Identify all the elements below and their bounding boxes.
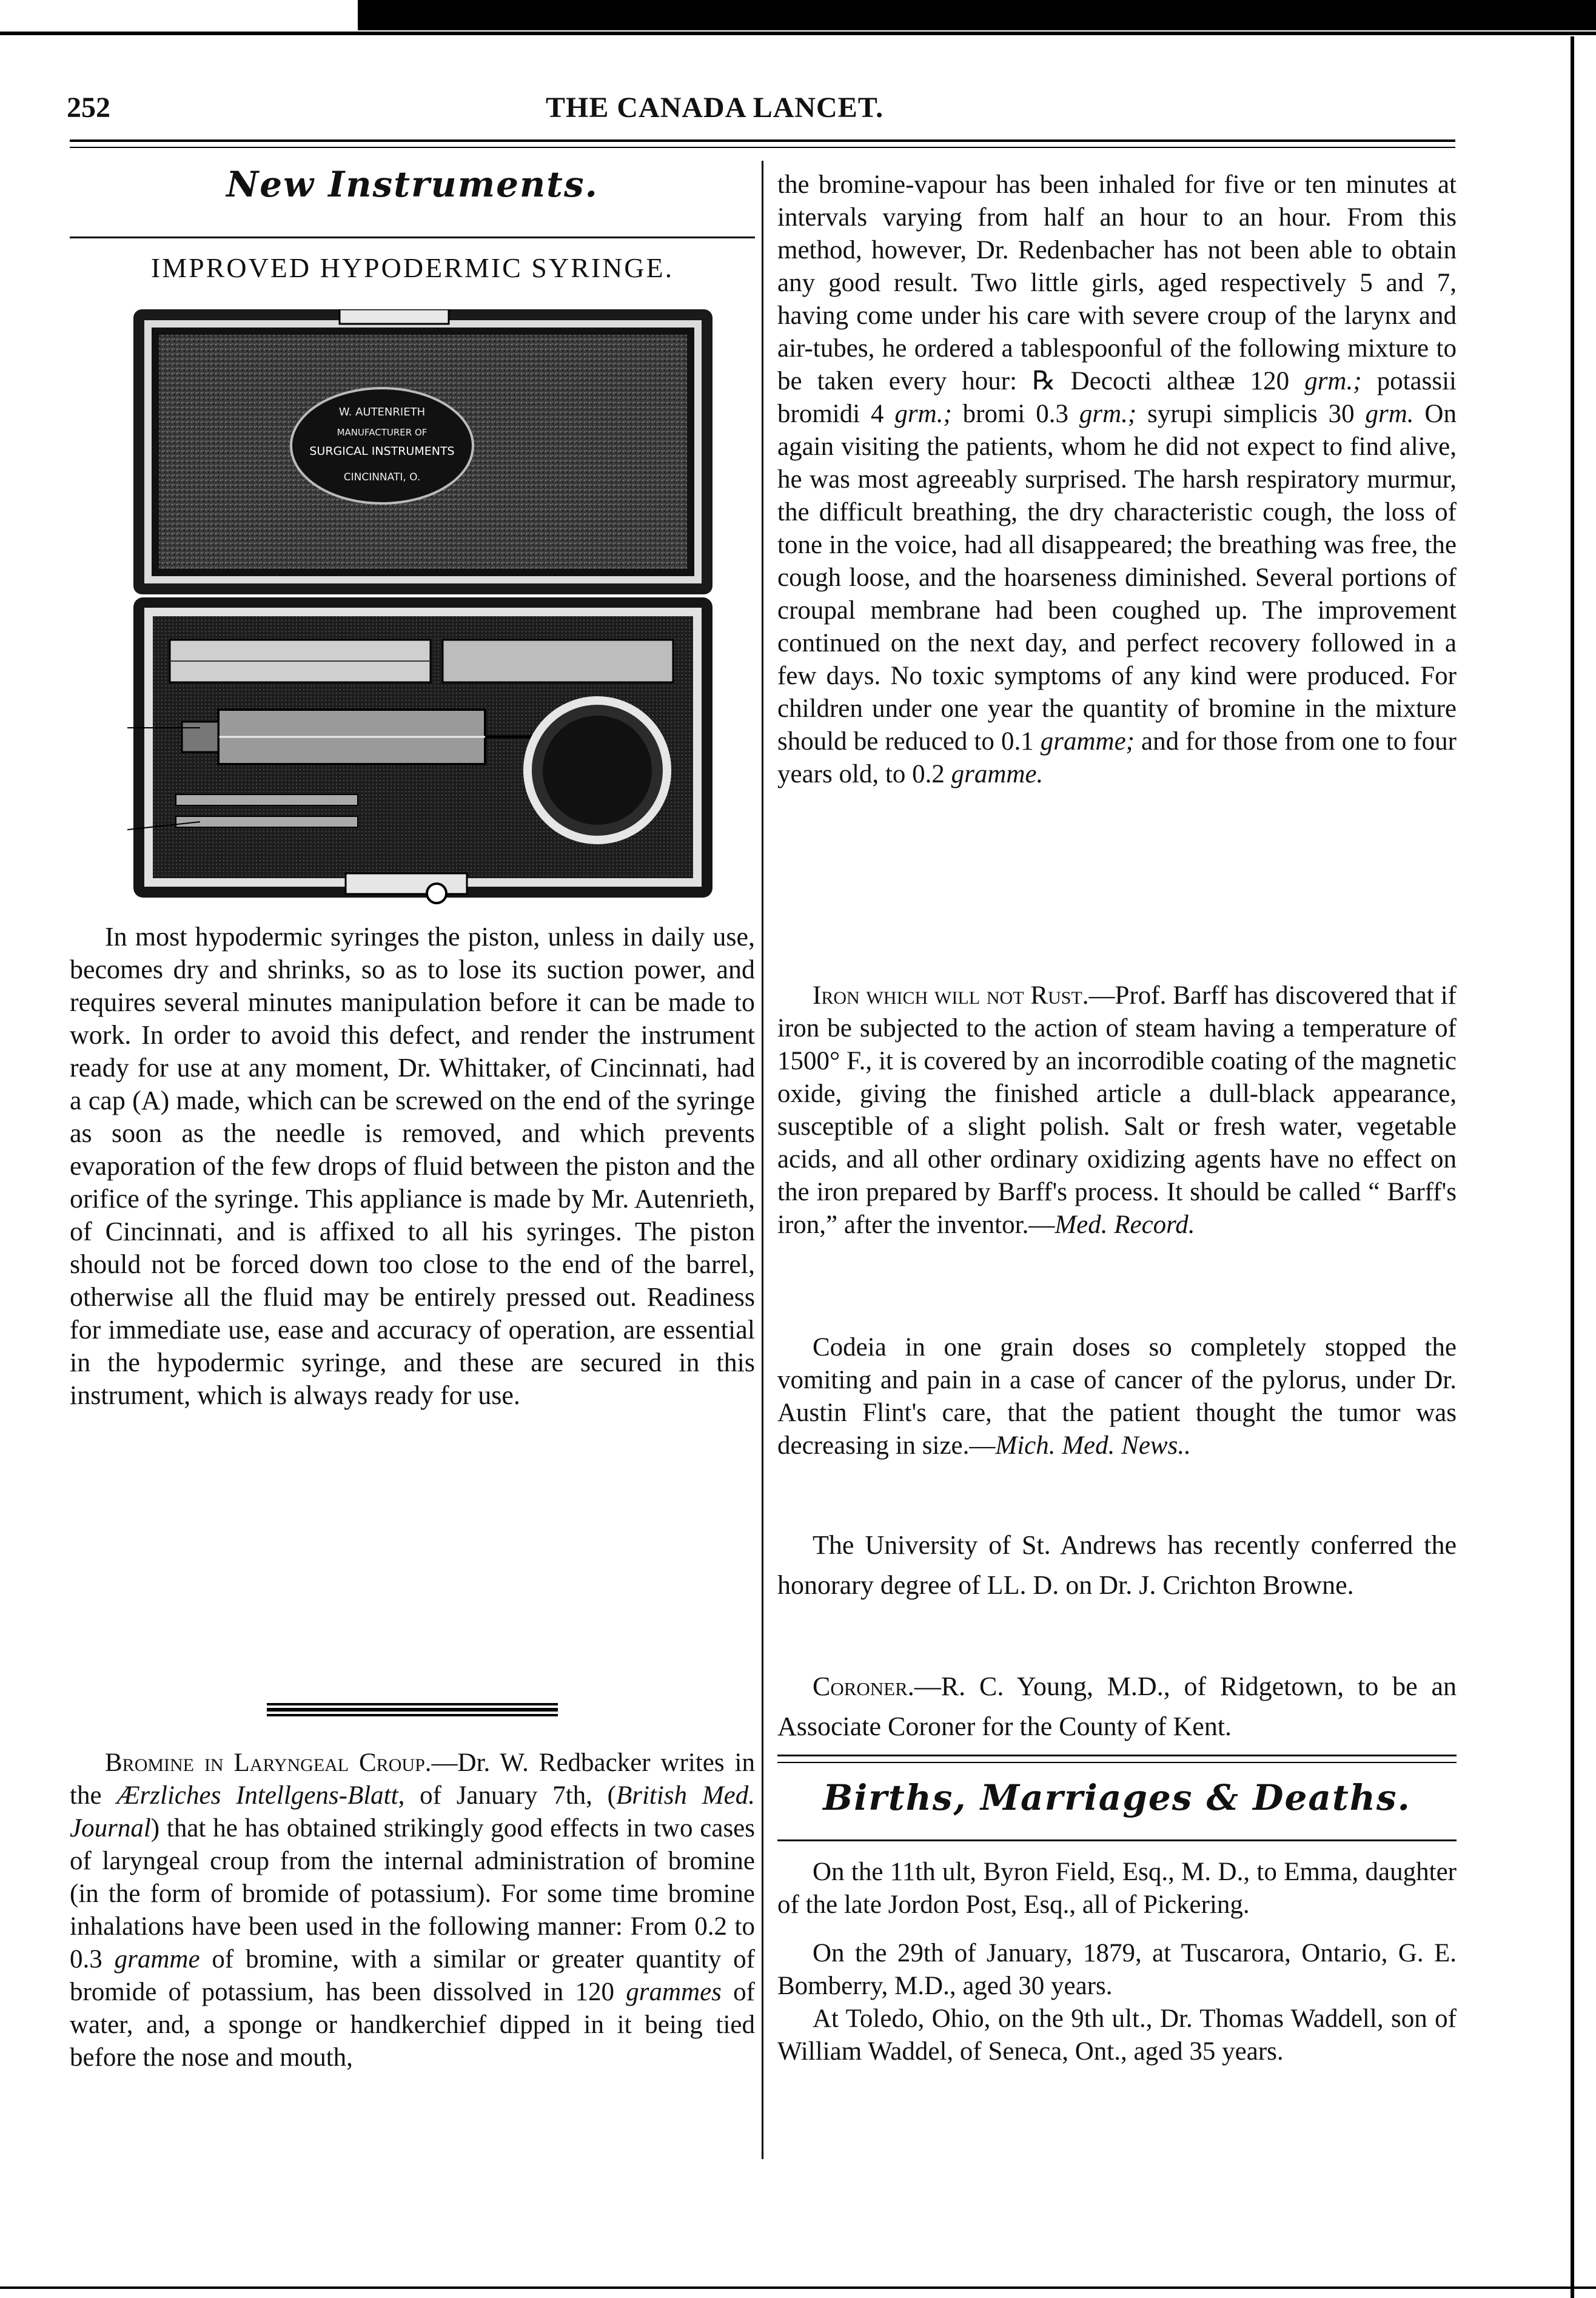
plate-line-1: W. AUTENRIETH bbox=[338, 406, 426, 418]
scan-border-top bbox=[358, 0, 1596, 30]
iron-article: Iron which will not Rust.—Prof. Barff has discovered that if iron be subjected to the action of steam having a temperature of 1500° F., it is covered by an incorrodible coating of the magnetic oxide, giving the finished article a dull-black appearance, susceptible of a slight polish. Salt or fresh water, vegetable acids, and all other ordinary oxidizing agents have no effect on the iron prepared by Barff's process. It should be called “ Barff's iron,” after the inventor.—Med. Record. bbox=[777, 981, 1457, 1239]
st-andrews-notice: The University of St. Andrews has recently conferred the honorary degree of LL. D. on Dr. J. Crichton Browne. bbox=[777, 1530, 1457, 1600]
scan-border-right bbox=[1571, 36, 1574, 2298]
bromine-article-continued: the bromine-vapour has been inhaled for five or ten minutes at intervals varying from half an hour to an hour. From this method, however, Dr. Redenbacher has not been able to obtain any good result. Two little girls, aged respectively 5 and 7, having come under his care with severe croup of the larynx and air-tubes, he ordered a tablespoonful of the following mixture to be taken every hour: ℞ Decocti altheæ 120 grm.; potassii bromidi 4 grm.; bromi 0.3 grm.; syrupi simplicis 30 grm. On again visiting the patients, whom he did not expect to find alive, he was most agreeably surprised. The harsh respiratory murmur, the difficult breathing, the dry characteristic cough, the loss of tone in the voice, had all disappeared; the breathing was free, the cough loose, and the hoarseness diminished. Several portions of croupal membrane had been coughed up. The improvement continued on the next day, and perfect recovery followed in a few days. No toxic symptoms of any kind were produced. For children under one year the quantity of bromine in the mixture should be reduced to 0.1 gramme; and for those from one to four years old, to 0.2 gramme. bbox=[777, 170, 1457, 788]
notice-item: On the 29th of January, 1879, at Tuscarora, Ontario, G. E. Bomberry, M.D., aged 30 years. bbox=[777, 1939, 1457, 2000]
header-rule-thin bbox=[70, 147, 1455, 148]
section-rule-thin bbox=[777, 1762, 1457, 1763]
coroner-notice: Coroner.—R. C. Young, M.D., of Ridgetown, to be an Associate Coroner for the County of Kent. bbox=[777, 1671, 1457, 1741]
plate-line-3: SURGICAL INSTRUMENTS bbox=[309, 445, 455, 458]
iron-heading: Iron which will not Rust. bbox=[813, 981, 1089, 1010]
journal-name: Ærzliches Intellgens-Blatt bbox=[116, 1781, 398, 1810]
plate-line-4: CINCINNATI, O. bbox=[343, 471, 421, 483]
bromine-heading: Bromine in Laryngeal Croup. bbox=[105, 1749, 432, 1777]
article-title-syringe: IMPROVED HYPODERMIC SYRINGE. bbox=[150, 252, 674, 283]
notices-list bbox=[777, 1856, 1457, 2068]
column-divider bbox=[762, 161, 763, 2159]
vial-tube bbox=[443, 640, 673, 682]
section-heading-rule bbox=[70, 237, 755, 238]
section-heading-births-marriages-deaths: Births, Marriages & Deaths. bbox=[823, 1777, 1411, 1818]
page-number: 252 bbox=[67, 92, 110, 124]
running-head: THE CANADA LANCET. bbox=[546, 92, 884, 124]
syringe-paragraph: In most hypodermic syringes the piston, unless in daily use, becomes dry and shrinks, so as to lose its suction power, and requires several minutes manipulation before it can be made to work. In order to avoid this defect, and render the instrument ready for use at any moment, Dr. Whittaker, of Cincinnati, had a cap (A) made, which can be screwed on the end of the syringe as soon as the needle is removed, and which prevents evaporation of the few drops of fluid between the piston and the orifice of the syringe. This appliance is made by Mr. Autenrieth, of Cincinnati, and is affixed to all his syringes. The piston should not be forced down too close to the end of the barrel, otherwise all the fluid may be entirely pressed out. Readiness for immediate use, ease and accuracy of operation, are essential in the hypodermic syringe, and these are secured in this instrument, which is always ready for use. bbox=[70, 922, 755, 1410]
section-rule bbox=[777, 1755, 1457, 1756]
codeia-article: Codeia in one grain doses so completely stopped the vomiting and pain in a case of cancer of the pylorus, under Dr. Austin Flint's care, that the patient thought the tumor was decreasing in size.—Mich. Med. News.. bbox=[777, 1333, 1457, 1460]
syringe-article-body bbox=[70, 921, 755, 1412]
source-citation: Med. Record. bbox=[1054, 1211, 1195, 1239]
notice-item: On the 11th ult, Byron Field, Esq., M. D., to Emma, daughter of the late Jordon Post, Esq., all of Pickering. bbox=[777, 1858, 1457, 1919]
scan-border-bottom bbox=[0, 2286, 1596, 2289]
section-heading-rule bbox=[777, 1839, 1457, 1841]
case-clasp bbox=[346, 873, 467, 894]
section-heading-new-instruments: New Instruments. bbox=[226, 164, 598, 205]
coroner-heading: Coroner. bbox=[813, 1671, 914, 1701]
notice-item: At Toledo, Ohio, on the 9th ult., Dr. Thomas Waddell, son of William Waddel, of Seneca, Ont., aged 35 years. bbox=[777, 2004, 1457, 2066]
journal-name: British Med. Journal bbox=[70, 1781, 755, 1843]
plate-line-2: MANUFACTURER OF bbox=[337, 427, 428, 438]
bromine-article-start: Bromine in Laryngeal Croup.—Dr. W. Redbacker writes in the Ærzliches Intellgens-Blatt, of January 7th, (British Med. Journal) that he has obtained strikingly good effects in two cases of laryngeal croup from the internal administration of bromine (in the form of bromide of potassium). For some time bromine inhalations have been used in the following manner: From 0.2 to 0.3 gramme of bromine, with a similar or greater quantity of bromide of potassium, has been dissolved in 120 grammes of water, and, a sponge or handkerchief dipped in it being tied before the nose and mouth, bbox=[70, 1749, 755, 2072]
source-citation: Mich. Med. News.. bbox=[995, 1431, 1191, 1460]
scan-border-top-thin bbox=[0, 32, 1596, 35]
section-ornament-rule bbox=[267, 1703, 558, 1716]
header-rule bbox=[70, 139, 1455, 142]
syringe-case-illustration bbox=[127, 309, 719, 907]
